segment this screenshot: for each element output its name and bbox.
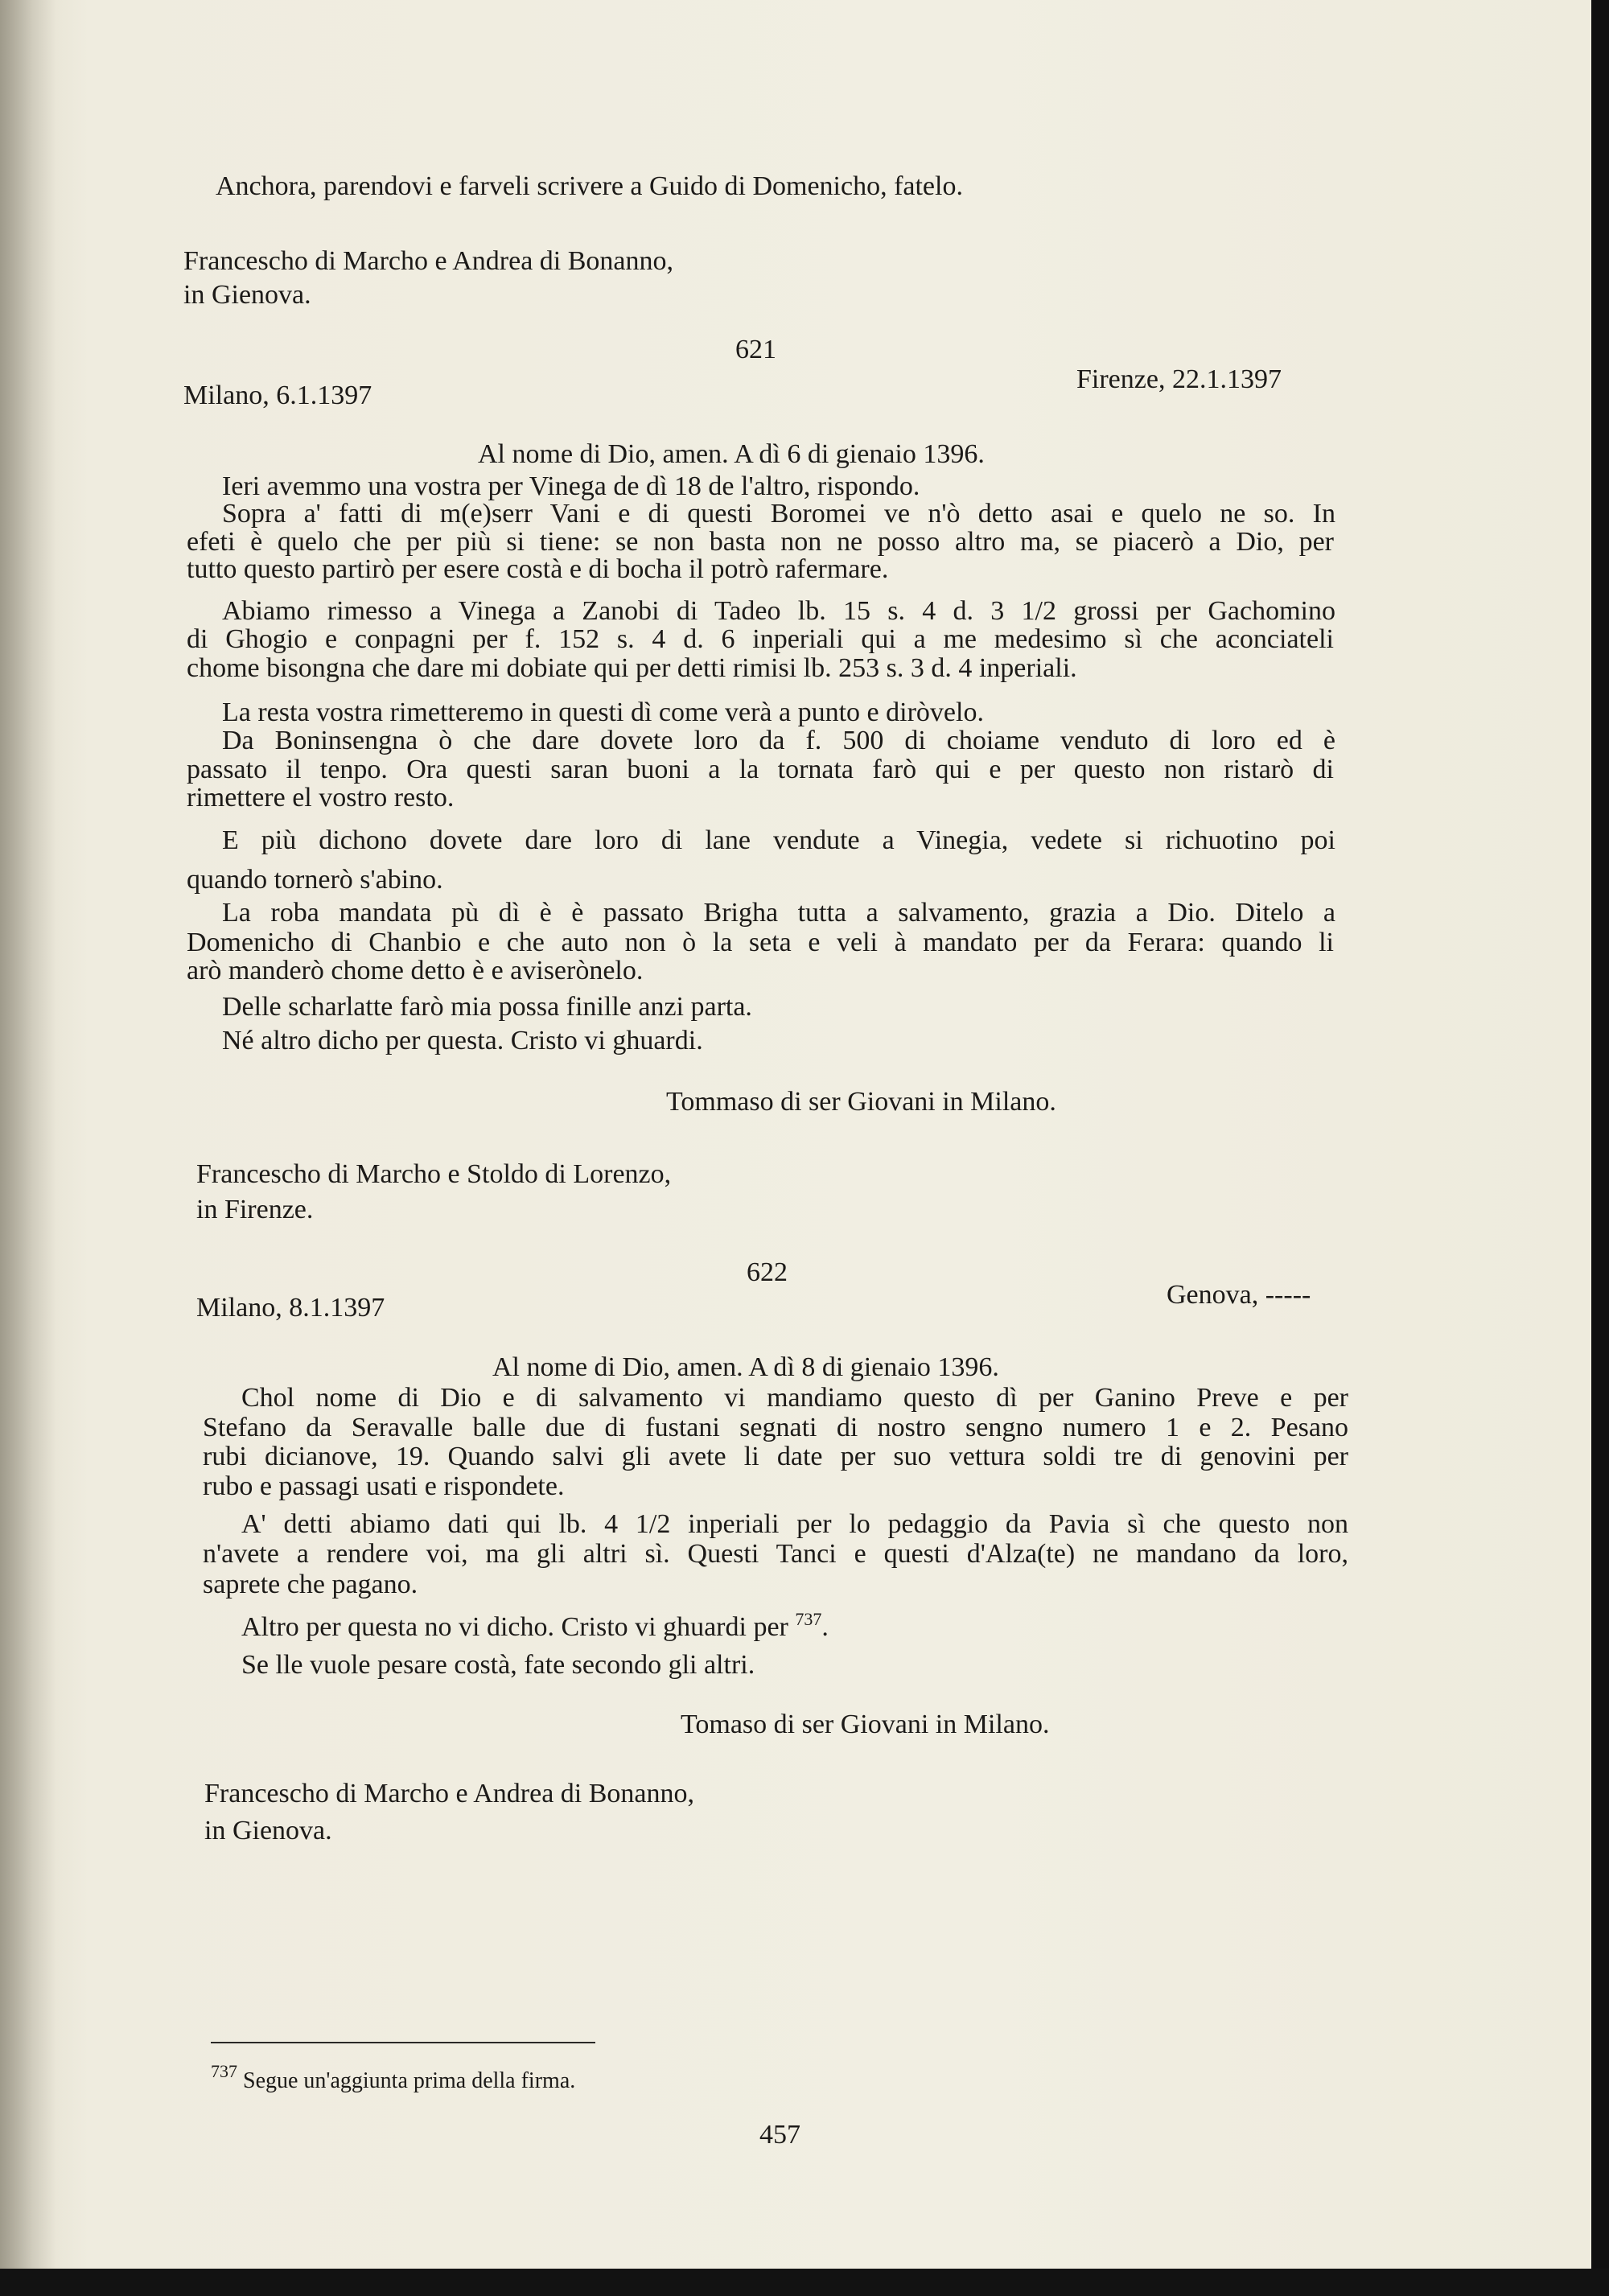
footnote-number: 737 (211, 2061, 237, 2081)
page-number: 457 (759, 2120, 800, 2150)
letter-622-line: n'avete a rendere voi, ma gli altri sì. Questi Tanci e questi d'Alza(te) ne mandano da loro, (203, 1539, 1348, 1569)
letter-621-line: quando tornerò s'abino. (187, 865, 443, 895)
letter-621-address-name: Francescho di Marcho e Stoldo di Lorenzo, (196, 1159, 672, 1189)
footnote-text: Segue un'aggiunta prima della firma. (243, 2068, 576, 2093)
letter-621-line: Né altro dicho per questa. Cristo vi ghuardi. (222, 1026, 703, 1055)
letter-621-line: rimettere el vostro resto. (187, 783, 455, 813)
letter-621-line: tutto questo partirò per esere costà e di bocha il potrò rafermare. (187, 554, 889, 584)
intro-address-name: Francescho di Marcho e Andrea di Bonanno, (183, 246, 673, 276)
letter-621-line: arò manderò chome detto è e aviserònelo. (187, 956, 644, 985)
letter-621-number: 621 (735, 335, 776, 364)
letter-622-line: rubi dicianove, 19. Quando salvi gli avete li date per suo vettura soldi tre di genovini per (203, 1442, 1348, 1471)
footnote (211, 2061, 576, 2095)
letter-621-line: chome bisongna che dare mi dobiate qui per detti rimisi lb. 253 s. 3 d. 4 inperiali. (187, 653, 1077, 683)
letter-621-line: La roba mandata pù dì è è passato Brigha tutta a salvamento, grazia a Dio. Ditelo a (222, 898, 1335, 928)
letter-621-line: Da Boninsengna ò che dare dovete loro da f. 500 di choiame venduto di loro ed è (222, 726, 1335, 755)
footnote-separator (211, 2042, 595, 2043)
letter-622-destination: Genova, ----- (1167, 1280, 1311, 1310)
letter-621-line: di Ghogio e conpagni per f. 152 s. 4 d. 6 inperiali qui a me medesimo sì che aconciateli (187, 624, 1334, 654)
letter-621-line: Delle scharlatte farò mia possa finille anzi parta. (222, 992, 752, 1022)
letter-621-line: efeti è quelo che per più si tiene: se non basta non ne posso altro ma, se piacerò a Dio, per (187, 527, 1334, 557)
footnote-reference: 737 (795, 1609, 822, 1629)
letter-621-opening: Al nome di Dio, amen. A dì 6 di gienaio 1396. (478, 439, 985, 469)
scan-edge-right (1591, 0, 1609, 2296)
letter-622-signature: Tomaso di ser Giovani in Milano. (681, 1710, 1050, 1739)
letter-621-line: Abiamo rimesso a Vinega a Zanobi di Tadeo lb. 15 s. 4 d. 3 1/2 grossi per Gachomino (222, 596, 1335, 626)
gutter-shadow (0, 0, 56, 2269)
letter-622-line-with-note: Altro per questa no vi dicho. Cristo vi ghuardi per $^{737}$. (241, 1609, 829, 1642)
scan-edge-bottom (0, 2269, 1609, 2296)
letter-622-line: Stefano da Seravalle balle due di fustani segnati di nostro sengno numero 1 e 2. Pesano (203, 1413, 1348, 1442)
letter-622-address-name: Francescho di Marcho e Andrea di Bonanno, (204, 1779, 694, 1808)
letter-621-line: La resta vostra rimetteremo in questi dì come verà a punto e diròvelo. (222, 697, 984, 727)
letter-622-origin: Milano, 8.1.1397 (196, 1293, 385, 1323)
letter-622-line: Altro per questa no vi dicho. Cristo vi ghuardi per (241, 1612, 788, 1642)
letter-622-opening: Al nome di Dio, amen. A dì 8 di gienaio 1396. (492, 1352, 999, 1382)
letter-621-destination: Firenze, 22.1.1397 (1076, 364, 1282, 394)
letter-622-number: 622 (747, 1257, 788, 1287)
letter-621-line: Domenicho di Chanbio e che auto non ò la seta e veli à mandato per da Ferara: quando li (187, 928, 1334, 957)
letter-622-line: Se lle vuole pesare costà, fate secondo gli altri. (241, 1650, 755, 1680)
letter-621-origin: Milano, 6.1.1397 (183, 381, 372, 410)
letter-621-line: passato il tenpo. Ora questi saran buoni a la tornata farò qui e per questo non ristarò di (187, 755, 1334, 784)
letter-621-signature: Tommaso di ser Giovani in Milano. (666, 1087, 1056, 1117)
letter-622-address-place: in Gienova. (204, 1816, 332, 1845)
letter-621-line: Sopra a' fatti di m(e)serr Vani e di questi Boromei ve n'ò detto asai e quelo ne so. In (222, 499, 1335, 529)
letter-622-line: saprete che pagano. (203, 1570, 418, 1599)
letter-622-line: rubo e passagi usati e rispondete. (203, 1471, 565, 1501)
letter-621-address-place: in Firenze. (196, 1195, 314, 1224)
letter-622-line: Chol nome di Dio e di salvamento vi mandiamo questo dì per Ganino Preve e per (241, 1383, 1348, 1413)
intro-address-place: in Gienova. (183, 280, 311, 310)
letter-621-line: E più dichono dovete dare loro di lane vendute a Vinegia, vedete si richuotino poi (222, 825, 1335, 855)
intro-line: Anchora, parendovi e farveli scrivere a Guido di Domenicho, fatelo. (216, 171, 963, 201)
letter-622-line: A' detti abiamo dati qui lb. 4 1/2 inperiali per lo pedaggio da Pavia sì che questo non (241, 1509, 1348, 1539)
letter-621-line: Ieri avemmo una vostra per Vinega de dì 18 de l'altro, rispondo. (222, 471, 920, 501)
